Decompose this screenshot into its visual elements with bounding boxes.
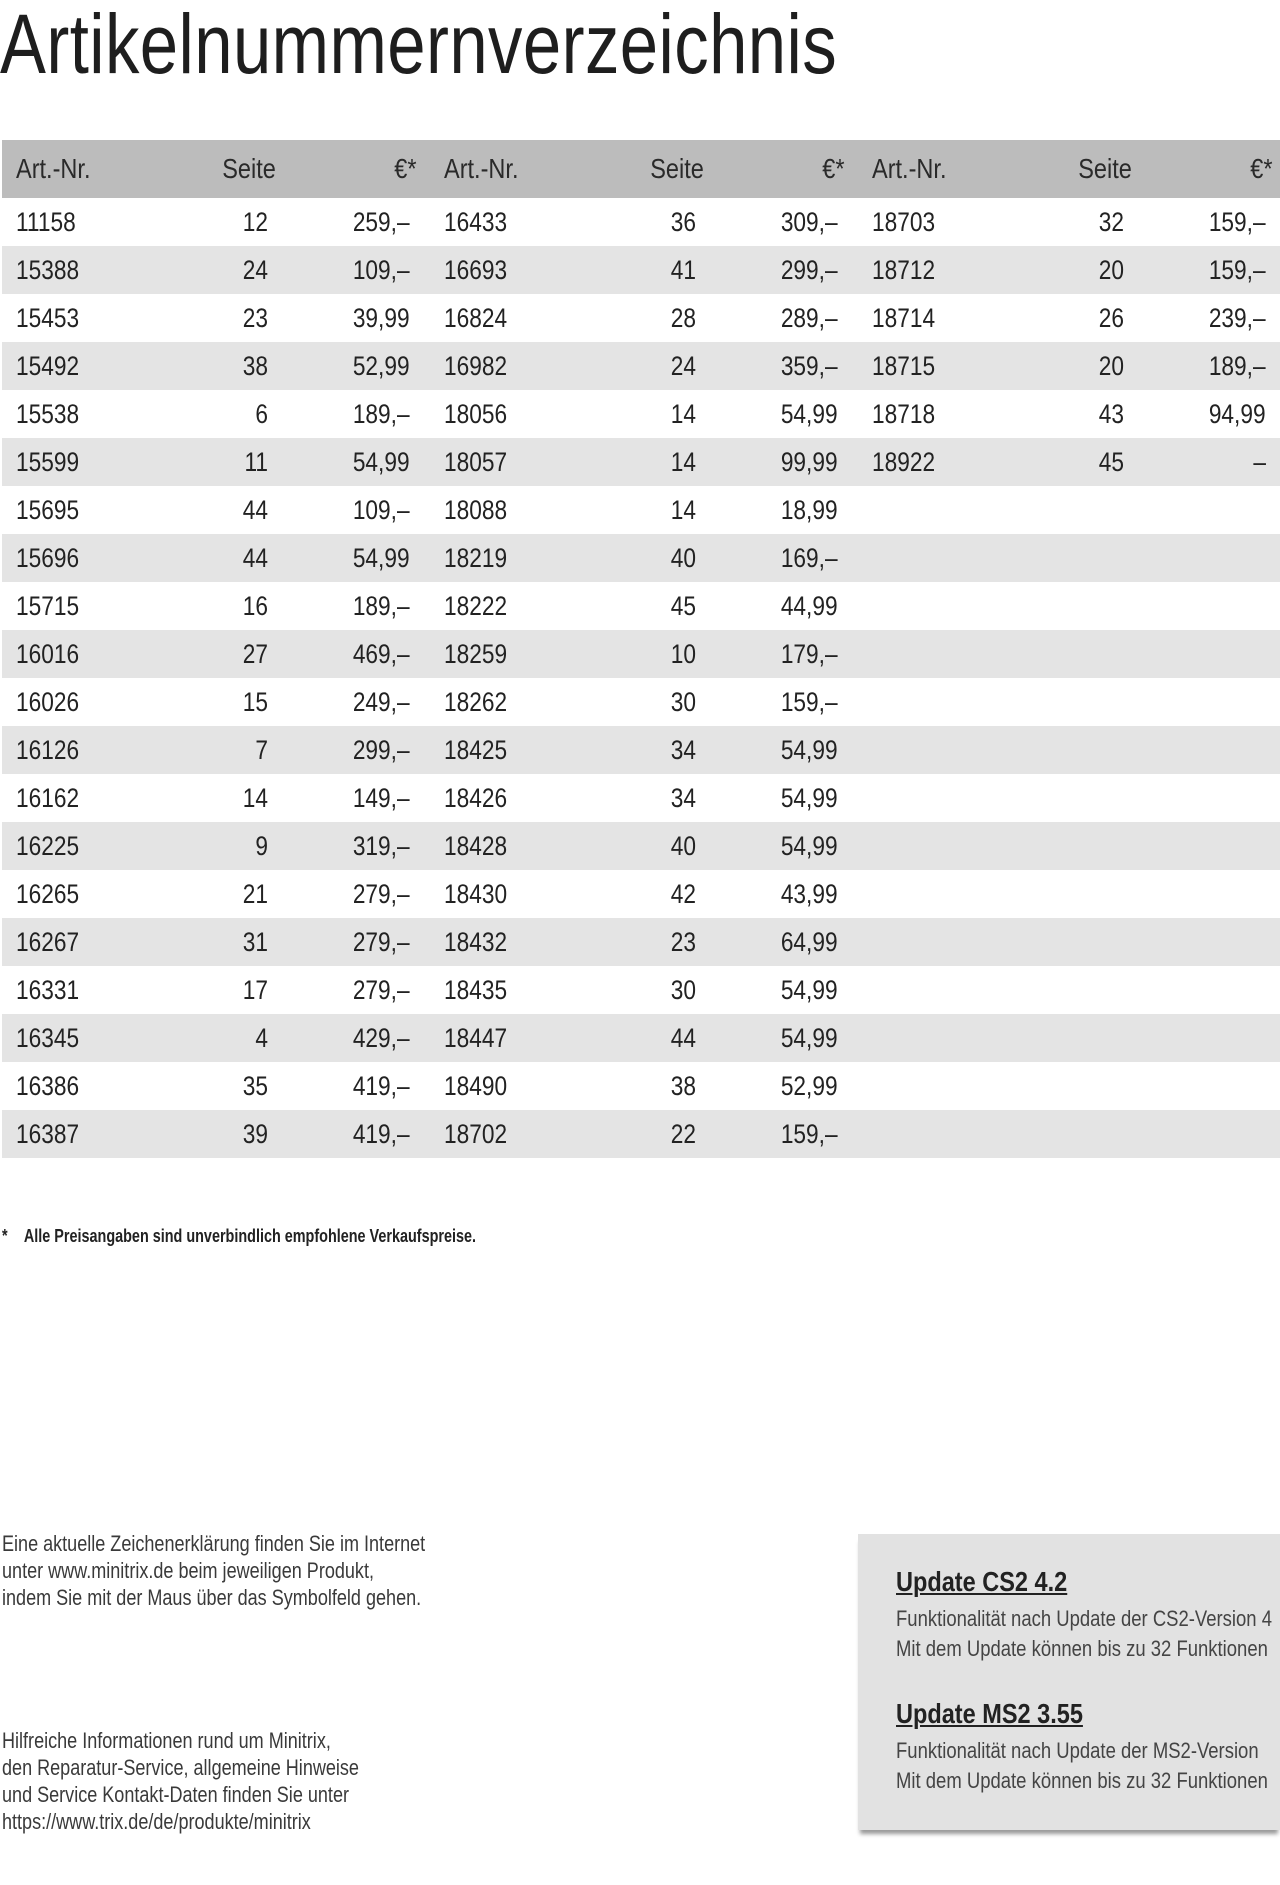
price-cell: 429,– — [276, 1014, 450, 1062]
table-row — [2, 438, 450, 486]
price-cell: 169,– — [704, 534, 878, 582]
table-row — [430, 726, 878, 774]
article-number-cell — [858, 870, 1022, 918]
header-price: €* — [704, 140, 878, 198]
page-number-cell: 43 — [1098, 398, 1124, 429]
page-number-cell: 22 — [594, 1110, 704, 1158]
article-number-cell: 18447 — [430, 1014, 594, 1062]
page-number-cell: 45 — [670, 590, 696, 621]
table-row — [2, 918, 450, 966]
header-art-nr: Art.-Nr. — [858, 140, 1022, 198]
table-row — [2, 294, 450, 342]
header-seite: Seite — [1022, 140, 1132, 198]
price-cell: 99,99 — [704, 438, 878, 486]
table-row — [430, 582, 878, 630]
table-row — [430, 294, 878, 342]
table-row — [2, 630, 450, 678]
header-price: €* — [276, 140, 450, 198]
index-table-1 — [2, 140, 450, 1158]
article-number-cell: 18425 — [430, 726, 594, 774]
page-number-cell: 20 — [1022, 246, 1132, 294]
article-number-cell: 18088 — [444, 494, 508, 525]
article-number-cell: 18262 — [444, 686, 508, 717]
article-number-cell: 18432 — [430, 918, 594, 966]
page-number-cell: 24 — [594, 342, 704, 390]
note-line: unter www.minitrix.de beim jeweiligen Produkt, — [2, 1558, 374, 1583]
price-cell: 419,– — [276, 1110, 450, 1158]
page-number-cell: 9 — [166, 822, 276, 870]
index-table-2 — [430, 140, 878, 1158]
price-cell — [1132, 486, 1280, 534]
article-number-cell: 18219 — [430, 534, 594, 582]
table-row — [858, 342, 1280, 390]
page-number-cell: 20 — [1022, 342, 1132, 390]
update-line: Funktionalität nach Update der MS2-Version — [896, 1738, 1259, 1763]
price-cell: 109,– — [353, 494, 410, 525]
page-number-cell: 44 — [594, 1014, 704, 1062]
price-cell — [1132, 630, 1280, 678]
price-cell: 159,– — [704, 1110, 878, 1158]
article-number-cell: 15538 — [16, 398, 80, 429]
page-number-cell: 38 — [670, 1070, 696, 1101]
page-number-cell: 30 — [670, 974, 696, 1005]
price-cell: 299,– — [276, 726, 450, 774]
page-number-cell: 42 — [670, 878, 696, 909]
article-number-cell: 16026 — [16, 686, 80, 717]
table-header-row — [2, 140, 450, 198]
update-line: Mit dem Update können bis zu 32 Funktionen — [896, 1636, 1268, 1661]
table-row — [2, 870, 450, 918]
table-row — [430, 1014, 878, 1062]
article-number-cell: 16265 — [16, 878, 80, 909]
article-number-cell — [858, 1014, 1022, 1062]
page-number-cell — [1022, 918, 1132, 966]
table-row — [858, 966, 1280, 1014]
article-number-cell — [858, 966, 1022, 1014]
page-number-cell — [1022, 870, 1132, 918]
table-row — [858, 678, 1280, 726]
article-number-cell: 18718 — [872, 398, 936, 429]
table-row — [858, 822, 1280, 870]
table-row — [858, 390, 1280, 438]
table-row — [430, 678, 878, 726]
table-row — [430, 918, 878, 966]
page-number-cell: 38 — [166, 342, 276, 390]
table-row — [858, 534, 1280, 582]
price-cell: 359,– — [704, 342, 878, 390]
table-row — [2, 1062, 450, 1110]
page-number-cell: 44 — [242, 494, 268, 525]
price-cell: 309,– — [781, 206, 838, 237]
table-row — [2, 246, 450, 294]
footnote-asterisk: * — [2, 1226, 8, 1246]
table-row — [430, 246, 878, 294]
price-cell: 109,– — [276, 246, 450, 294]
price-cell — [1132, 966, 1280, 1014]
price-cell — [1132, 726, 1280, 774]
index-table-3 — [858, 140, 1280, 1158]
article-number-cell — [858, 678, 1022, 726]
page-number-cell — [1022, 582, 1132, 630]
update-line: Funktionalität nach Update der CS2-Version 4 — [896, 1606, 1272, 1631]
price-cell: 52,99 — [781, 1070, 838, 1101]
update-cs2 — [896, 1566, 1272, 1664]
update-ms2 — [896, 1698, 1268, 1796]
table-row — [430, 438, 878, 486]
article-number-cell: 18057 — [430, 438, 594, 486]
table-row — [430, 390, 878, 438]
price-cell: 239,– — [1209, 302, 1266, 333]
article-number-cell: 18712 — [858, 246, 1022, 294]
table-row — [858, 486, 1280, 534]
price-cell: 54,99 — [781, 782, 838, 813]
price-cell: 289,– — [781, 302, 838, 333]
article-number-cell: 16386 — [16, 1070, 80, 1101]
table-row — [2, 822, 450, 870]
article-number-cell: 16225 — [2, 822, 166, 870]
price-cell: 279,– — [353, 974, 410, 1005]
article-number-cell: 16693 — [430, 246, 594, 294]
article-number-cell: 18715 — [858, 342, 1022, 390]
table-row — [430, 774, 878, 822]
table-row — [858, 1110, 1280, 1158]
price-cell — [1132, 1014, 1280, 1062]
price-cell: 299,– — [704, 246, 878, 294]
price-cell: 249,– — [353, 686, 410, 717]
price-cell: 179,– — [704, 630, 878, 678]
note-line: Hilfreiche Informationen rund um Minitrix, — [2, 1728, 331, 1753]
article-number-cell: 16387 — [2, 1110, 166, 1158]
article-number-cell: 18922 — [858, 438, 1022, 486]
table-row — [858, 438, 1280, 486]
article-number-cell: 16016 — [2, 630, 166, 678]
table-row — [2, 774, 450, 822]
table-row — [2, 1014, 450, 1062]
article-number-cell: 18428 — [430, 822, 594, 870]
page-number-cell — [1022, 822, 1132, 870]
price-cell: 159,– — [1209, 206, 1266, 237]
price-footnote — [2, 1226, 476, 1247]
price-cell: 54,99 — [781, 974, 838, 1005]
price-cell: 419,– — [353, 1070, 410, 1101]
article-number-cell: 18430 — [444, 878, 508, 909]
update-line: Mit dem Update können bis zu 32 Funktionen — [896, 1768, 1268, 1793]
table-row — [858, 870, 1280, 918]
price-cell: 319,– — [276, 822, 450, 870]
page-number-cell: 14 — [670, 398, 696, 429]
price-cell: 279,– — [276, 918, 450, 966]
page-number-cell: 7 — [166, 726, 276, 774]
table-row — [858, 582, 1280, 630]
page-number-cell: 11 — [166, 438, 276, 486]
article-number-cell: 18702 — [430, 1110, 594, 1158]
table-row — [2, 582, 450, 630]
page-number-cell — [1022, 534, 1132, 582]
table-header-row — [858, 140, 1280, 198]
update-cs2-title: Update CS2 4.2 — [896, 1566, 1068, 1597]
price-cell — [1132, 1062, 1280, 1110]
price-cell: 149,– — [353, 782, 410, 813]
page-title: Artikelnummernverzeichnis — [0, 0, 838, 91]
table-row — [430, 870, 878, 918]
header-art-nr: Art.-Nr. — [2, 140, 166, 198]
table-row — [2, 198, 450, 246]
price-cell — [1132, 1110, 1280, 1158]
table-row — [430, 342, 878, 390]
article-number-cell — [858, 774, 1022, 822]
article-number-cell: 15695 — [16, 494, 80, 525]
article-number-cell: 15599 — [2, 438, 166, 486]
price-cell: 159,– — [781, 686, 838, 717]
header-seite: Seite — [166, 140, 276, 198]
table-row — [858, 918, 1280, 966]
table-row — [858, 726, 1280, 774]
page-number-cell: 39 — [166, 1110, 276, 1158]
table-row — [2, 1110, 450, 1158]
price-cell: 52,99 — [276, 342, 450, 390]
article-number-cell: 15696 — [2, 534, 166, 582]
table-row — [2, 390, 450, 438]
price-cell: 54,99 — [704, 1014, 878, 1062]
service-info-note — [2, 1727, 359, 1835]
article-number-cell — [858, 582, 1022, 630]
page-number-cell: 21 — [242, 878, 268, 909]
price-cell: 39,99 — [353, 302, 410, 333]
article-number-cell: 15715 — [16, 590, 80, 621]
price-cell: 259,– — [353, 206, 410, 237]
article-number-cell: 18259 — [430, 630, 594, 678]
price-cell: – — [1132, 438, 1280, 486]
page-number-cell: 12 — [242, 206, 268, 237]
article-number-cell: 16982 — [430, 342, 594, 390]
table-row — [2, 342, 450, 390]
page-number-cell: 41 — [594, 246, 704, 294]
page-number-cell: 32 — [1098, 206, 1124, 237]
table-row — [430, 1062, 878, 1110]
article-number-cell — [858, 534, 1022, 582]
note-line: indem Sie mit der Maus über das Symbolfeld gehen. — [2, 1585, 422, 1610]
article-number-cell: 18222 — [444, 590, 508, 621]
price-cell — [1132, 822, 1280, 870]
page-number-cell: 14 — [670, 494, 696, 525]
table-row — [430, 534, 878, 582]
table-row — [430, 822, 878, 870]
table-row — [858, 246, 1280, 294]
page-number-cell: 26 — [1098, 302, 1124, 333]
page-number-cell: 35 — [242, 1070, 268, 1101]
update-ms2-title: Update MS2 3.55 — [896, 1698, 1083, 1729]
footnote-text: Alle Preisangaben sind unverbindlich empfohlene Verkaufspreise. — [23, 1226, 477, 1246]
page-number-cell — [1022, 1014, 1132, 1062]
table-row — [858, 1014, 1280, 1062]
page-number-cell: 27 — [166, 630, 276, 678]
page-number-cell — [1022, 486, 1132, 534]
price-cell: 189,– — [353, 590, 410, 621]
price-cell — [1132, 870, 1280, 918]
table-row — [430, 198, 878, 246]
page-number-cell: 40 — [594, 534, 704, 582]
price-cell: 189,– — [1132, 342, 1280, 390]
page-number-cell — [1022, 726, 1132, 774]
article-number-cell: 16267 — [2, 918, 166, 966]
table-row — [2, 678, 450, 726]
page-number-cell: 36 — [670, 206, 696, 237]
service-link[interactable]: https://www.trix.de/de/produkte/minitrix — [2, 1809, 311, 1834]
page-number-cell: 10 — [594, 630, 704, 678]
note-line: den Reparatur-Service, allgemeine Hinweise — [2, 1755, 359, 1780]
price-cell — [1132, 582, 1280, 630]
page-number-cell — [1022, 966, 1132, 1014]
page-number-cell: 31 — [166, 918, 276, 966]
page-number-cell: 34 — [594, 726, 704, 774]
table-row — [2, 966, 450, 1014]
table-row — [2, 534, 450, 582]
table-row — [430, 1110, 878, 1158]
page-number-cell: 28 — [670, 302, 696, 333]
price-cell: 469,– — [276, 630, 450, 678]
header-seite: Seite — [594, 140, 704, 198]
note-line: Eine aktuelle Zeichenerklärung finden Sie im Internet — [2, 1531, 426, 1556]
article-number-cell — [858, 1062, 1022, 1110]
page-number-cell: 23 — [594, 918, 704, 966]
article-number-cell: 16824 — [444, 302, 508, 333]
update-info-box — [858, 1534, 1280, 1830]
article-number-cell: 15492 — [2, 342, 166, 390]
article-number-cell: 16433 — [444, 206, 508, 237]
price-cell: 54,99 — [704, 726, 878, 774]
page-number-cell — [1022, 1062, 1132, 1110]
price-cell: 54,99 — [704, 822, 878, 870]
price-cell: 18,99 — [781, 494, 838, 525]
article-number-cell — [858, 726, 1022, 774]
price-cell — [1132, 534, 1280, 582]
header-price: €* — [1132, 140, 1280, 198]
table-row — [430, 630, 878, 678]
note-line: und Service Kontakt-Daten finden Sie unter — [2, 1782, 349, 1807]
article-number-cell: 18714 — [872, 302, 936, 333]
article-number-cell: 16162 — [16, 782, 80, 813]
page-number-cell: 24 — [166, 246, 276, 294]
article-number-cell: 15453 — [16, 302, 80, 333]
article-number-cell — [858, 822, 1022, 870]
article-number-cell: 16345 — [2, 1014, 166, 1062]
page-number-cell: 16 — [242, 590, 268, 621]
page-number-cell: 45 — [1022, 438, 1132, 486]
price-cell — [1132, 918, 1280, 966]
price-cell: 64,99 — [704, 918, 878, 966]
article-number-cell — [858, 630, 1022, 678]
page-number-cell: 44 — [166, 534, 276, 582]
symbol-legend-note — [2, 1530, 425, 1611]
price-cell — [1132, 678, 1280, 726]
price-cell: 159,– — [1132, 246, 1280, 294]
page-number-cell — [1022, 630, 1132, 678]
page-number-cell: 30 — [670, 686, 696, 717]
article-number-cell: 18435 — [444, 974, 508, 1005]
page-number-cell: 4 — [166, 1014, 276, 1062]
price-cell: 189,– — [353, 398, 410, 429]
table-row — [430, 966, 878, 1014]
page-number-cell: 14 — [594, 438, 704, 486]
table-header-row — [430, 140, 878, 198]
article-number-cell: 18426 — [444, 782, 508, 813]
page-number-cell: 15 — [242, 686, 268, 717]
page-number-cell — [1022, 678, 1132, 726]
page-number-cell: 17 — [242, 974, 268, 1005]
price-cell: 94,99 — [1209, 398, 1266, 429]
page-number-cell — [1022, 774, 1132, 822]
table-row — [858, 198, 1280, 246]
article-number-cell: 18703 — [872, 206, 936, 237]
table-row — [858, 774, 1280, 822]
article-number-cell: 18490 — [444, 1070, 508, 1101]
article-number-cell — [858, 1110, 1022, 1158]
page-number-cell: 34 — [670, 782, 696, 813]
table-row — [858, 1062, 1280, 1110]
price-cell: 54,99 — [781, 398, 838, 429]
article-number-cell — [858, 486, 1022, 534]
table-row — [2, 486, 450, 534]
article-number-cell: 16331 — [16, 974, 80, 1005]
table-row — [858, 630, 1280, 678]
page-number-cell: 14 — [242, 782, 268, 813]
article-number-cell — [858, 918, 1022, 966]
table-row — [2, 726, 450, 774]
page-number-cell: 6 — [255, 398, 268, 429]
price-cell: 54,99 — [276, 438, 450, 486]
price-cell: 54,99 — [276, 534, 450, 582]
article-number-cell: 11158 — [16, 206, 76, 237]
article-number-cell: 18056 — [444, 398, 508, 429]
page-number-cell: 40 — [594, 822, 704, 870]
table-row — [430, 486, 878, 534]
price-cell — [1132, 774, 1280, 822]
article-number-cell: 15388 — [2, 246, 166, 294]
price-cell: 44,99 — [781, 590, 838, 621]
header-art-nr: Art.-Nr. — [430, 140, 594, 198]
price-cell: 279,– — [353, 878, 410, 909]
article-number-cell: 16126 — [2, 726, 166, 774]
table-row — [858, 294, 1280, 342]
price-cell: 43,99 — [781, 878, 838, 909]
page-number-cell: 23 — [242, 302, 268, 333]
page-number-cell — [1022, 1110, 1132, 1158]
